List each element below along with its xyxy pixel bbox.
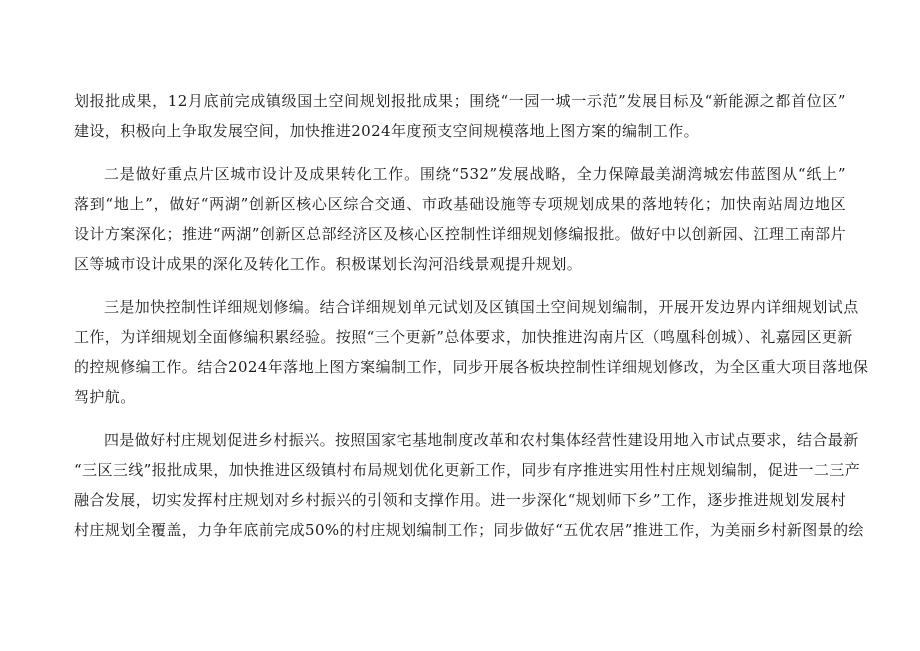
text-line: 划报批成果，12月底前完成镇级国土空间规划报批成果；围绕“一园一城一示范”发展目标及“新能源之都首位区”	[74, 92, 846, 110]
text-line: 区等城市设计成果的深化及转化工作。积极谋划长沟河沿线景观提升规划。	[74, 255, 583, 273]
text-line: 设计方案深化；推进“两湖”创新区总部经济区及核心区控制性详细规划修编报批。做好中以创新园、江理工南部片	[74, 225, 846, 243]
paragraph-urban-design	[74, 159, 846, 279]
text-line: 四是做好村庄规划促进乡村振兴。按照国家宅基地制度改革和农村集体经营性建设用地入市试点要求，结合最新	[104, 431, 859, 449]
text-line: 驾护航。	[74, 388, 136, 406]
text-line: 三是加快控制性详细规划修编。结合详细规划单元试划及区镇国土空间规划编制，开展开发边界内详细规划试点	[104, 298, 859, 316]
paragraph-village-planning	[74, 425, 864, 545]
text-line: 落到“地上”，做好“两湖”创新区核心区综合交通、市政基础设施等专项规划成果的落地转化；加快南站周边地区	[74, 195, 846, 213]
paragraph-detailed-planning	[74, 292, 869, 412]
text-line: 工作，为详细规划全面修编积累经验。按照“三个更新”总体要求，加快推进沟南片区（鸣凰科创城）、礼嘉园区更新	[74, 328, 853, 346]
text-line: 融合发展，切实发挥村庄规划对乡村振兴的引领和支撑作用。进一步深化“规划师下乡”工作，逐步推进规划发展村	[74, 491, 846, 509]
text-line: 建设，积极向上争取发展空间，加快推进2024年度预支空间规模落地上图方案的编制工作。	[74, 122, 699, 140]
text-line: 二是做好重点片区城市设计及成果转化工作。围绕“532”发展战略，全力保障最美湖湾城宏伟蓝图从“纸上”	[104, 165, 846, 183]
paragraph-continuation	[74, 86, 846, 146]
text-line: 村庄规划全覆盖，力争年底前完成50%的村庄规划编制工作；同步做好“五优农居”推进工作，为美丽乡村新图景的绘	[74, 521, 864, 539]
text-line: 的控规修编工作。结合2024年落地上图方案编制工作，同步开展各板块控制性详细规划修改，为全区重大项目落地保	[74, 358, 869, 376]
text-line: “三区三线”报批成果，加快推进区级镇村布局规划优化更新工作，同步有序推进实用性村庄规划编制，促进一二三产	[74, 461, 861, 479]
